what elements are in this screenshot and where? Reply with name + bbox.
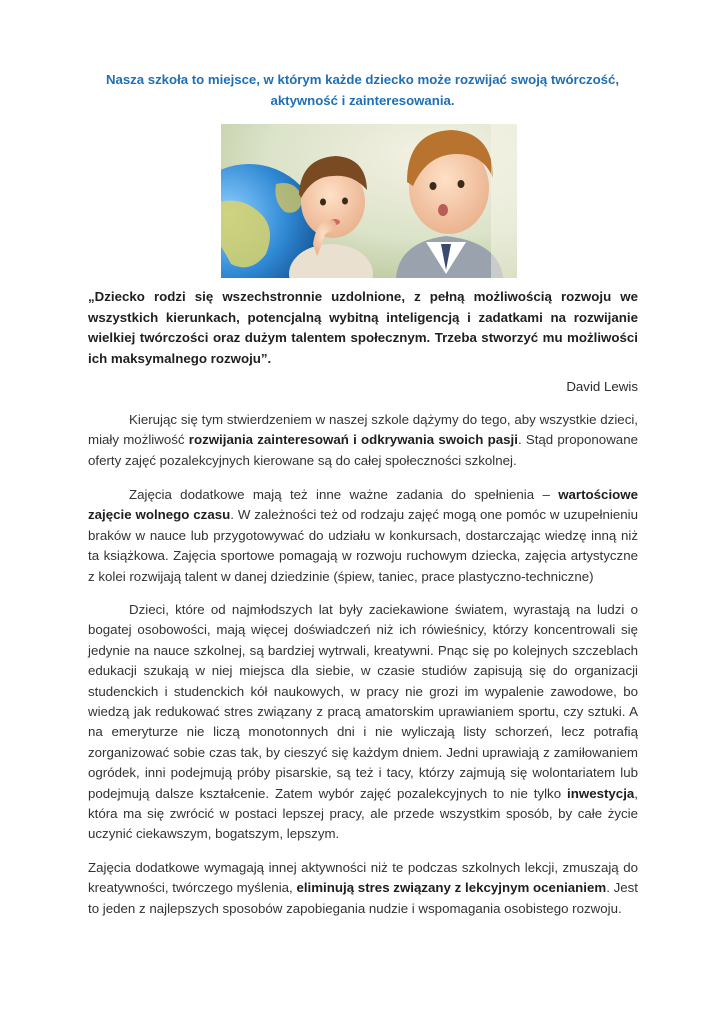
paragraph-4-text-c: . Jest to jeden z najlepszych sposobów zapobiegania nudzie i wspomagania osobistego rozwoju. <box>88 880 638 916</box>
quote-author: David Lewis <box>566 379 638 394</box>
paragraph-3-text-c: , która ma się zwrócić w postaci lepszej pracy, ale przede wszystkim sposób, by całe życie uczynić ciekawszym, bogatszym, lepszym. <box>88 785 638 842</box>
quote-text: „Dziecko rodzi się wszechstronnie uzdolnione, z pełną możliwością rozwoju we wszystkich kierunkach, potencjalną wybitną inteligencją i zadatkami na rozwijanie wielkiej twórczości oraz dużym talentem społecznym. Trzeba stworzyć mu możliwości ich maksymalnego rozwoju”. <box>88 289 638 366</box>
paragraph-3-text-a: Dzieci, które od najmłodszych lat były zaciekawione światem, wyrastają na ludzi o bogatej osobowości, mają więcej doświadczeń niż ich rówieśnicy, którzy koncentrowali się jedynie na nauce szkolnej, są bardziej wytrwali, kreatywni. Pnąc się po kolejnych szczeblach edukacji szukają w niej miejsca dla siebie, w czasie studiów zapisują się do organizacji studenckich i studenckich kół naukowych, w pracy nie grozi im wypalenie zawodowe, bo wiedzą jak redukować stres związany z pracą amatorskim uprawianiem sportu, czy sztuki. A na emeryturze nie liczą monotonnych dni i nie wyliczają listy schorzeń, lecz potrafią zorganizować sobie czas tak, by cieszyć się każdym dniem. Jedni uprawiają z zamiłowaniem ogródek, inni podejmują próby pisarskie, są też i tacy, którzy zajmują się wolontariatem lub podejmują dalsze kształcenie. Zatem wybór zajęć pozalekcyjnych to nie tylko <box>88 602 638 801</box>
paragraph-3 <box>88 600 638 845</box>
paragraph-2 <box>88 485 638 587</box>
title-line-1: Nasza szkoła to miejsce, w którym każde dziecko może rozwijać swoją twórczość, <box>105 72 620 87</box>
paragraph-4-bold: eliminują stres związany z lekcyjnym ocenianiem <box>296 880 607 896</box>
paragraph-1 <box>88 410 638 471</box>
paragraph-2-text-a: Zajęcia dodatkowe mają też inne ważne zadania do spełnienia – <box>129 487 559 502</box>
page-title <box>60 69 665 111</box>
paragraph-4-text-a: Zajęcia dodatkowe wymagają innej aktywności niż te podczas szkolnych lekcji, zmuszają do kreatywności, twórczego myślenia, <box>88 860 638 896</box>
paragraph-4 <box>88 858 638 919</box>
paragraph-3-bold: inwestycja <box>567 785 635 801</box>
paragraph-2-text-c: . W zależności też od rodzaju zajęć mogą one pomóc w uzupełnieniu braków w nauce lub przygotowywać do udziału w konkursach, dostarczając wiedzę inną niż ta książkowa. Zajęcia sportowe pomagają w rozwoju ruchowym dziecka, zajęcia artystyczne z kolei rozwijają talent w danej dziedzinie (śpiew, taniec, prace plastyczno-techniczne) <box>88 507 638 584</box>
title-line-2: aktywność i zainteresowania. <box>270 93 455 108</box>
paragraph-1-bold: rozwijania zainteresowań i odkrywania swoich pasji <box>188 432 518 448</box>
paragraph-1-text-a: Kierując się tym stwierdzeniem w naszej szkole dążymy do tego, aby wszystkie dzieci, miały możliwość <box>88 412 638 448</box>
two-boys-with-globe-photo <box>221 124 517 278</box>
paragraph-2-bold: wartościowe zajęcie wolnego czasu <box>88 487 638 523</box>
paragraph-1-text-c: . Stąd proponowane oferty zajęć pozalekcyjnych kierowane są do całej społeczności szkolnej. <box>88 432 638 468</box>
